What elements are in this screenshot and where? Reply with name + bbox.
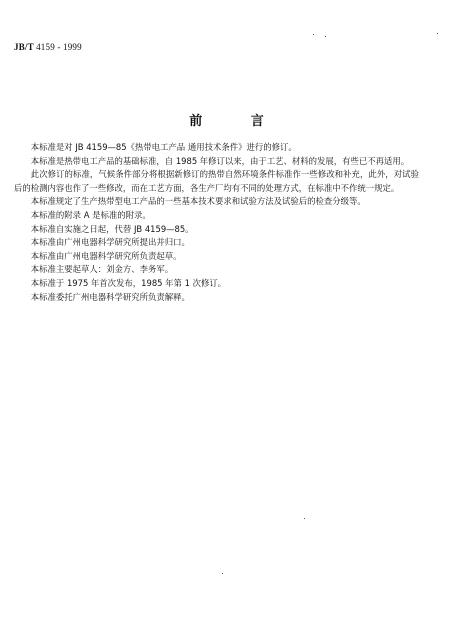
paragraph-7: 本标准由广州电器科学研究所提出并归口。 <box>30 237 190 248</box>
paragraph-3: 此次修订的标准，气候条件部分将根据新修订的热带自然环境条件标准作一些修改和补充，此外，对试验后的检测内容也作了一些修改，而在工艺方面，各生产厂均有不同的处理方式，在标准中不作统一规定。 <box>14 169 419 193</box>
standard-number: 4159 <box>36 42 55 52</box>
paragraph-1: 本标准是对 JB 4159—85《热带电工产品 通用技术条件》进行的修订。 <box>30 142 297 152</box>
paragraph-2: 本标准是热带电工产品的基础标准，自 1985 年修订以来，由于工艺、材料的发展，有些已不再适用。 <box>30 155 410 166</box>
scan-speck <box>222 573 223 574</box>
paragraph-11: 本标准委托广州电器科学研究所负责解释。 <box>30 291 190 302</box>
scan-speck <box>313 34 314 35</box>
paragraph-6: 本标准自实施之日起，代替 JB 4159—85。 <box>30 223 194 234</box>
paragraph-4: 本标准规定了生产热带型电工产品的一些基本技术要求和试验方法及试验后的检查分级等。 <box>30 196 366 207</box>
paragraph-10: 本标准于 1975 年首次发布，1985 年第 1 次修订。 <box>30 277 227 288</box>
foreword-body <box>14 141 419 304</box>
scan-speck <box>325 36 326 37</box>
paragraph-8: 本标准由广州电器科学研究所负责起草。 <box>30 250 182 261</box>
page-title: 前 言 <box>189 114 286 129</box>
scan-speck <box>304 518 305 519</box>
paragraph-5: 本标准的附录 A 是标准的附录。 <box>30 209 151 220</box>
standard-year: 1999 <box>63 42 82 52</box>
standard-header-code <box>14 42 82 52</box>
scan-speck <box>437 33 438 34</box>
header-separator: - <box>57 42 61 52</box>
standard-code: JB/T <box>14 42 34 52</box>
paragraph-9: 本标准主要起草人：刘金方、李务军。 <box>30 264 174 275</box>
